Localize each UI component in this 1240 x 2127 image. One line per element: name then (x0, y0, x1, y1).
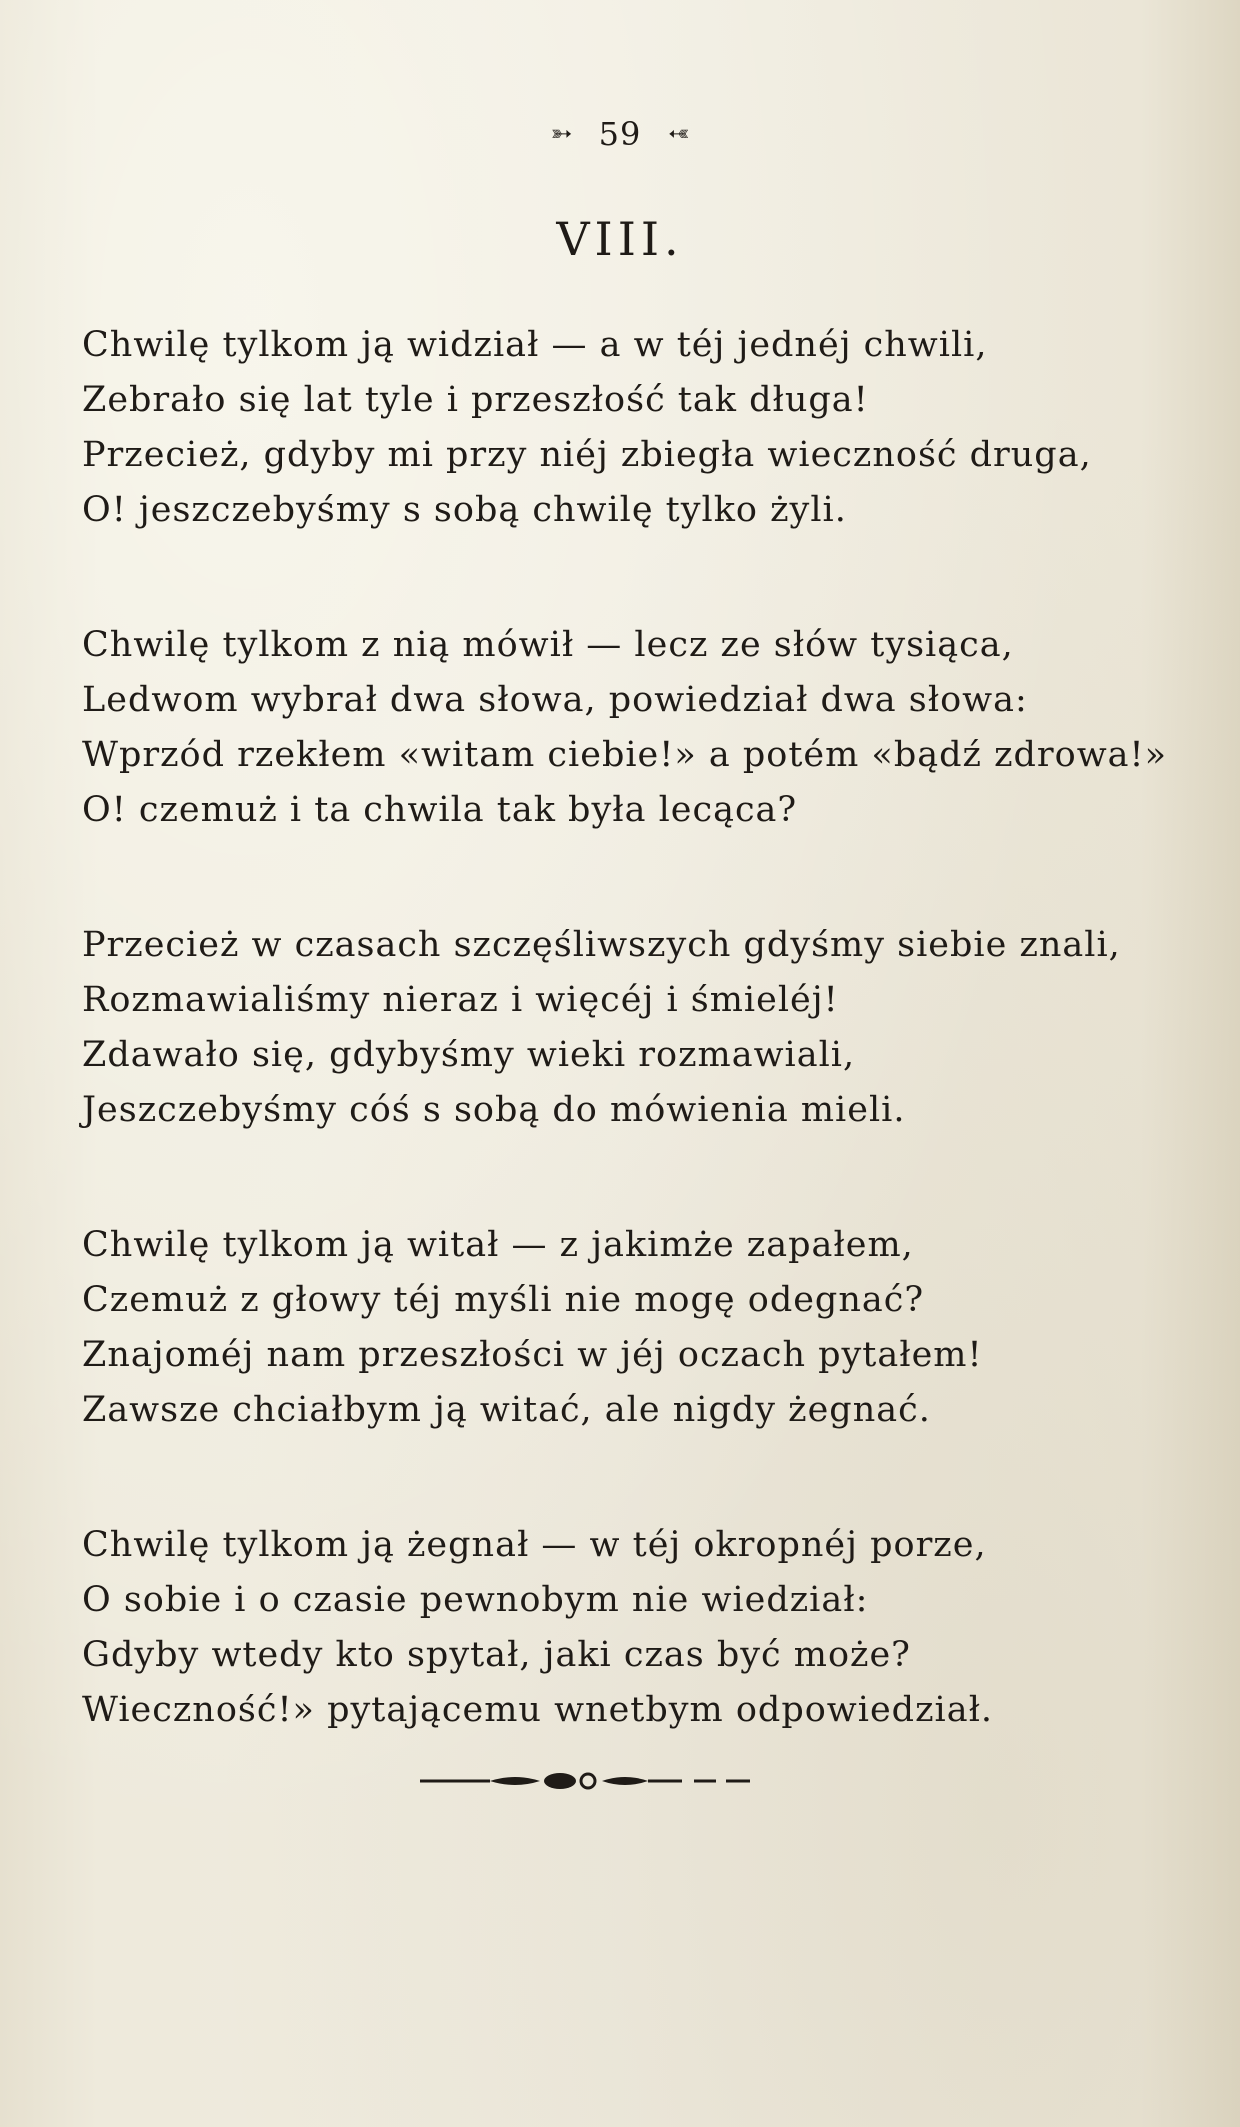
poem-line: O! czemuż i ta chwila tak była lecąca? (82, 790, 798, 830)
page-number: 59 (598, 114, 642, 153)
poem-line: Ledwom wybrał dwa słowa, powiedział dwa słowa: (82, 680, 1028, 720)
poem-line: Zawsze chciałbym ją witać, ale nigdy żegnać. (82, 1390, 931, 1430)
poem-line: Czemuż z głowy téj myśli nie mogę odegnać? (82, 1280, 925, 1320)
poem-line: O sobie i o czasie pewnobym nie wiedział: (82, 1580, 869, 1620)
stanza-3 (82, 918, 1172, 1138)
stanza-2 (82, 618, 1172, 838)
poem-line: Przecież, gdyby mi przy niéj zbiegła wieczność druga, (82, 435, 1092, 475)
poem-line: Wprzód rzekłem «witam ciebie!» a potém «bądź zdrowa!» (82, 735, 1168, 775)
poem-line: Zebrało się lat tyle i przeszłość tak długa! (82, 380, 869, 420)
stanza-1 (82, 318, 1172, 538)
poem-line: Gdyby wtedy kto spytał, jaki czas być może? (82, 1635, 911, 1675)
left-fleuron-icon: ➳ (550, 118, 574, 149)
chapter-title: VIII. (556, 212, 684, 266)
poem-line: Rozmawialiśmy nieraz i więcéj i śmieléj! (82, 980, 839, 1020)
poem-line: Chwilę tylkom ją witał — z jakimże zapałem, (82, 1225, 914, 1265)
poem-line: Chwilę tylkom ją żegnał — w téj okropnéj porze, (82, 1525, 987, 1565)
poem-line: Chwilę tylkom ją widział — a w téj jednéj chwili, (82, 325, 988, 365)
poem-line: Zdawało się, gdybyśmy wieki rozmawiali, (82, 1035, 856, 1075)
end-ornament-icon (420, 1766, 750, 1796)
right-fleuron-icon: ➳ (666, 118, 690, 149)
poem-line: O! jeszczebyśmy s sobą chwilę tylko żyli. (82, 490, 847, 530)
poem-line: Przecież w czasach szczęśliwszych gdyśmy siebie znali, (82, 925, 1121, 965)
page-header (0, 112, 1240, 153)
stanza-4 (82, 1218, 1172, 1438)
poem-line: Jeszczebyśmy cóś s sobą do mówienia mieli. (82, 1090, 906, 1130)
poem-line: Znajoméj nam przeszłości w jéj oczach pytałem! (82, 1335, 983, 1375)
poem (82, 318, 1172, 1818)
stanza-5 (82, 1518, 1172, 1738)
poem-line: Chwilę tylkom z nią mówił — lecz ze słów tysiąca, (82, 625, 1014, 665)
poem-line: Wieczność!» pytającemu wnetbym odpowiedział. (82, 1690, 994, 1730)
